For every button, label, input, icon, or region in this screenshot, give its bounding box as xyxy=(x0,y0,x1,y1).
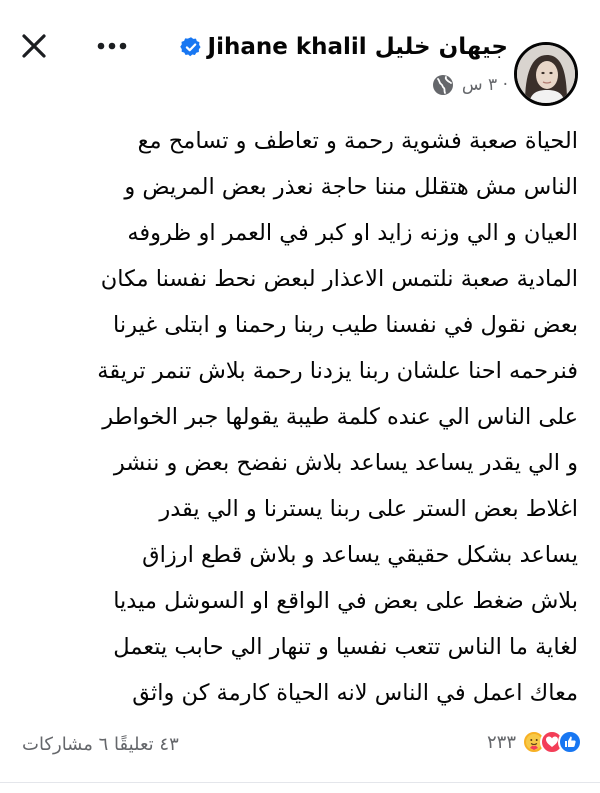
post-line: و الي يقدر يساعد يساعد بلاش نفضح بعض و ننشر xyxy=(113,450,578,476)
post-line: بلاش ضغط على بعض في الواقع او السوشل ميديا xyxy=(113,588,578,614)
post-line: لغاية ما الناس تتعب نفسيا و تنهار الي حابب يتعمل xyxy=(113,634,578,660)
post-line: يساعد بشكل حقيقي يساعد و بلاش قطع ارزاق xyxy=(142,542,578,568)
more-options-button[interactable] xyxy=(92,26,132,66)
post-line: المادية صعبة نلتمس الاعذار لبعض نحط نفسنا مكان xyxy=(100,266,578,292)
close-icon xyxy=(21,33,47,59)
like-icon xyxy=(558,730,582,754)
post-line: بعض نقول في نفسنا طيب ربنا رحمنا و ابتلى غيرنا xyxy=(113,312,578,338)
reaction-count[interactable]: ٢٣٣ xyxy=(486,731,516,753)
post-meta xyxy=(432,74,508,96)
post-time[interactable]: ٣ س · xyxy=(461,75,508,95)
post-line: على الناس الي عنده كلمة طيبة يقولها جبر الخواطر xyxy=(102,404,578,430)
post-header xyxy=(0,0,600,110)
author[interactable] xyxy=(180,30,508,64)
globe-icon xyxy=(432,74,454,96)
avatar[interactable] xyxy=(514,42,578,106)
close-button[interactable] xyxy=(14,26,54,66)
reactions-summary[interactable] xyxy=(487,730,582,754)
avatar-photo xyxy=(517,45,575,103)
post-line: الحياة صعبة فشوية رحمة و تعاطف و تسامح مع xyxy=(137,128,578,154)
author-name[interactable]: Jihane khalil جيهان خليل xyxy=(207,34,508,60)
post-line: العيان و الي وزنه زايد او كبر في العمر او ظروفه xyxy=(127,220,578,246)
more-icon xyxy=(97,42,127,50)
post-text xyxy=(22,118,578,716)
post-footer xyxy=(0,726,600,766)
comments-shares-count[interactable]: ٤٣ تعليقًا ٦ مشاركات xyxy=(22,734,179,755)
reaction-icons xyxy=(522,730,582,754)
post-line: اغلاط بعض الستر على ربنا يسترنا و الي يقدر xyxy=(159,496,578,522)
post-line: فنرحمه احنا علشان ربنا يزدنا رحمة بلاش تنمر تريقة xyxy=(97,358,578,384)
post-line: الناس مش هتقلل مننا حاجة نعذر بعض المريض و xyxy=(124,174,578,200)
post-line: معاك اعمل في الناس لانه الحياة كارمة كن واثق xyxy=(132,680,578,706)
divider xyxy=(0,782,600,783)
verified-badge-icon xyxy=(180,36,202,58)
